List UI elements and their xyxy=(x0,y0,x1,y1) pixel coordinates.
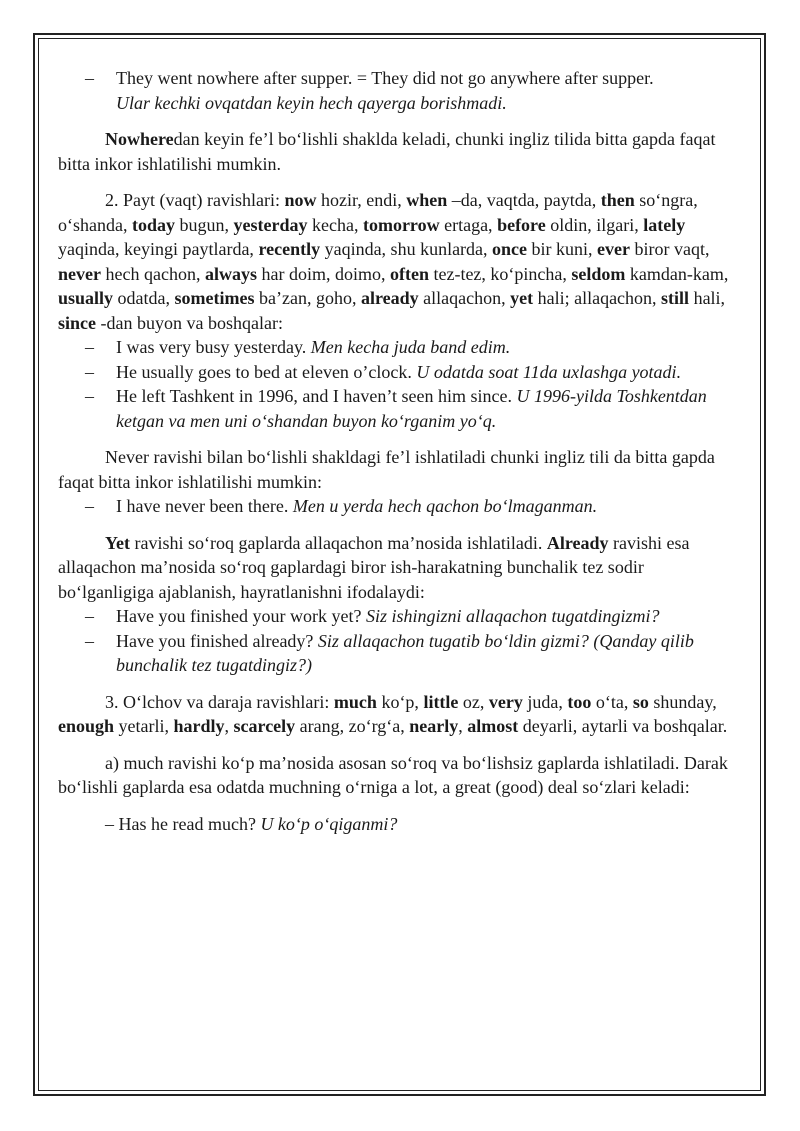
example-english: He usually goes to bed at eleven o’clock. xyxy=(116,361,417,382)
term-bold: yesterday xyxy=(233,214,308,235)
term-bold: always xyxy=(204,263,257,284)
example-item xyxy=(58,629,738,678)
term-bold: seldom xyxy=(571,263,626,284)
term-bold: little xyxy=(423,691,459,712)
paragraph-time-adverbs xyxy=(58,188,738,335)
example-uzbek: Men kecha juda band edim. xyxy=(310,337,511,357)
example-item xyxy=(58,604,738,629)
paragraph-text: odatda, xyxy=(113,288,175,308)
paragraph-text: -dan buyon va boshqalar: xyxy=(96,312,283,333)
paragraph-text: yetarli, xyxy=(114,716,174,736)
paragraph-text: o‘ta, xyxy=(591,691,633,712)
dash-bullet: – xyxy=(85,361,94,382)
term-bold: nearly xyxy=(409,716,459,736)
term-bold: since xyxy=(58,312,96,333)
term-bold: sometimes xyxy=(174,288,255,308)
term-bold: when xyxy=(406,190,448,210)
example-uzbek: U 1996-yilda Toshkentdan ketgan va men uni o‘shandan buyon ko‘rganim yo‘q. xyxy=(116,386,707,431)
paragraph-yet-already xyxy=(58,531,738,605)
paragraph-text: –da, vaqtda, paytda, xyxy=(447,190,601,210)
example-uzbek: Ular kechki ovqatdan keyin hech qayerga borishmadi. xyxy=(116,92,507,113)
paragraph-text: arang, zo‘rg‘a, xyxy=(295,716,410,736)
term-bold: then xyxy=(600,190,635,210)
example-item xyxy=(58,360,738,385)
paragraph-text: 2. Payt (vaqt) ravishlari: xyxy=(105,190,285,210)
paragraph-text: kecha, xyxy=(307,214,363,235)
example-english: Has he read much? xyxy=(118,813,256,834)
paragraph-text: deyarli, aytarli va boshqalar. xyxy=(518,716,728,736)
dash-bullet: – xyxy=(105,813,119,834)
paragraph-text: bugun, xyxy=(175,214,234,235)
term-bold: recently xyxy=(258,239,321,259)
example-english: I was very busy yesterday. xyxy=(116,337,311,357)
example-item xyxy=(58,66,738,115)
paragraph-text: , xyxy=(224,716,234,736)
paragraph-nowhere xyxy=(58,127,738,176)
paragraph-text: ba’zan, goho, xyxy=(254,288,361,308)
dash-bullet: – xyxy=(85,496,94,516)
example-english: I have never been there. xyxy=(116,496,289,516)
example-uzbek: U odatda soat 11da uxlashga yotadi. xyxy=(416,361,682,382)
example-list-never xyxy=(58,494,738,519)
term-bold: hardly xyxy=(173,716,225,736)
paragraph-text: ravishi esa allaqachon ma’nosida so‘roq gaplardagi biror ish-harakatning bunchalik tez sodir bo‘lganligiga ajablanish, hayratlanishni ifodalaydi: xyxy=(58,532,690,602)
paragraph-text: biror vaqt, xyxy=(630,239,710,259)
term-bold: Nowhere xyxy=(105,129,174,149)
paragraph-text: bir kuni, xyxy=(527,239,598,259)
example-uzbek: U ko‘p o‘qiganmi? xyxy=(260,813,398,834)
paragraph-text: oldin, ilgari, xyxy=(545,214,644,235)
example-list-yet xyxy=(58,604,738,678)
example-english: He left Tashkent in 1996, and I haven’t seen him since. xyxy=(116,386,517,406)
term-bold: very xyxy=(488,691,523,712)
paragraph-text: , xyxy=(458,716,468,736)
term-already: Already xyxy=(546,532,609,553)
paragraph-text: allaqachon, xyxy=(418,288,511,308)
example-english: Have you finished already? xyxy=(116,630,318,651)
term-bold: scarcely xyxy=(233,716,296,736)
paragraph-text: dan keyin fe’l bo‘lishli shaklda keladi, chunki ingliz tilida bitta gapda faqat bitta inkor ishlatilishi mumkin. xyxy=(58,129,716,174)
dash-bullet: – xyxy=(85,68,94,88)
page-content xyxy=(58,66,738,836)
paragraph-text: har doim, doimo, xyxy=(256,263,390,284)
example-item xyxy=(58,494,738,519)
paragraph-text: oz, xyxy=(458,691,489,712)
paragraph-never: Never ravishi bilan bo‘lishli shakldagi fe’l ishlatiladi chunki ingliz tili da bitta gapda faqat bitta inkor ishlatilishi mumkin: xyxy=(58,447,715,492)
term-bold: almost xyxy=(467,716,519,736)
paragraph-text: ertaga, xyxy=(439,214,498,235)
example-list-nowhere xyxy=(58,66,738,115)
term-bold: once xyxy=(492,239,528,259)
paragraph-text: ravishi so‘roq gaplarda allaqachon ma’nosida ishlatiladi. xyxy=(130,532,547,553)
example-uzbek: Siz allaqachon tugatib bo‘ldin gizmi? (Qanday qilib bunchalik tez tugatdingiz?) xyxy=(116,630,694,675)
example-item xyxy=(58,384,738,433)
term-bold: so xyxy=(632,691,649,712)
term-bold: often xyxy=(389,263,429,284)
term-bold: now xyxy=(284,190,317,210)
term-bold: still xyxy=(661,288,690,308)
term-yet: Yet xyxy=(105,532,130,553)
example-item xyxy=(58,335,738,360)
paragraph-text: yaqinda, shu kunlarda, xyxy=(320,239,493,259)
term-bold: usually xyxy=(58,288,114,308)
paragraph-text: yaqinda, keyingi paytlarda, xyxy=(58,239,259,259)
example-much xyxy=(58,812,738,837)
paragraph-text: tez-tez, ko‘pincha, xyxy=(428,263,572,284)
paragraph-text: so‘ngra, o‘shanda, xyxy=(58,190,698,235)
paragraph-text: hozir, endi, xyxy=(316,190,407,210)
paragraph-text: shunday, xyxy=(648,691,717,712)
term-bold: already xyxy=(360,288,419,308)
paragraph-much: a) much ravishi ko‘p ma’nosida asosan so‘roq va bo‘lishsiz gaplarda ishlatiladi. Darak bo‘lishli gaplarda esa odatda muchning o‘rniga a lot, a great (good) deal so‘zlari keladi: xyxy=(58,752,728,797)
dash-bullet: – xyxy=(85,386,94,406)
term-bold: before xyxy=(497,214,546,235)
term-bold: never xyxy=(58,263,101,284)
paragraph-text: hali, xyxy=(689,288,726,308)
paragraph-degree-adverbs xyxy=(58,690,738,739)
paragraph-text: juda, xyxy=(522,691,568,712)
example-english: They went nowhere after supper. = They did not go anywhere after supper. xyxy=(116,68,654,88)
dash-bullet: – xyxy=(85,337,94,357)
example-uzbek: Men u yerda hech qachon bo‘lmaganman. xyxy=(292,496,598,516)
paragraph-text: hali; allaqachon, xyxy=(533,288,662,308)
example-english: Have you finished your work yet? xyxy=(116,606,366,626)
term-bold: yet xyxy=(510,288,534,308)
paragraph-text: kamdan-kam, xyxy=(625,263,729,284)
paragraph-text: ko‘p, xyxy=(376,691,424,712)
term-bold: much xyxy=(333,691,377,712)
term-bold: enough xyxy=(58,716,115,736)
term-bold: today xyxy=(131,214,175,235)
paragraph-text: 3. O‘lchov va daraja ravishlari: xyxy=(105,691,334,712)
example-list-time xyxy=(58,335,738,433)
term-bold: lately xyxy=(643,214,686,235)
term-bold: tomorrow xyxy=(362,214,440,235)
dash-bullet: – xyxy=(85,630,94,651)
example-uzbek: Siz ishingizni allaqachon tugatdingizmi? xyxy=(365,606,660,626)
term-bold: ever xyxy=(597,239,631,259)
term-bold: too xyxy=(567,691,592,712)
paragraph-text: hech qachon, xyxy=(100,263,205,284)
dash-bullet: – xyxy=(85,606,94,626)
